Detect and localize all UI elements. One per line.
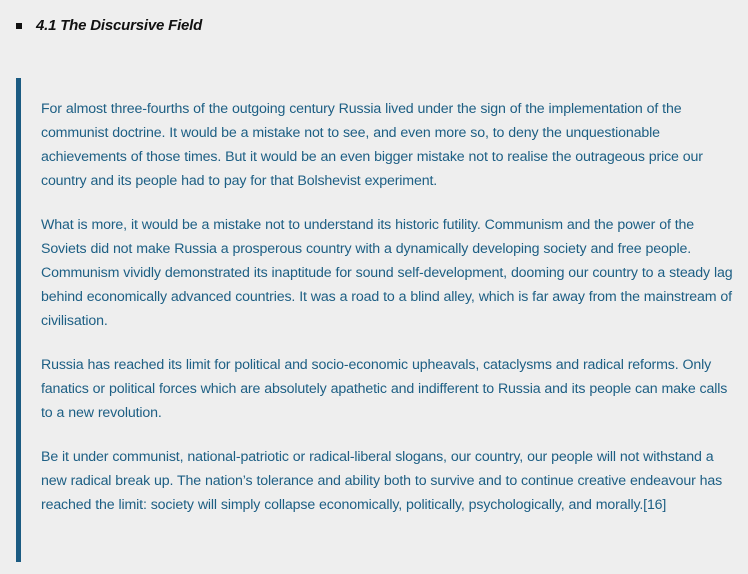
blockquote bbox=[16, 78, 748, 562]
quote-paragraph-2: What is more, it would be a mistake not to understand its historic futility. Communism and the power of the Soviets did not make Russia a prosperous country with a dynamically developing society and free people. Communism vividly demonstrated its inaptitude for sound self-development, dooming our country to a steady lag behind economically advanced countries. It was a road to a blind alley, which is far away from the mainstream of civilisation. bbox=[41, 217, 733, 329]
square-bullet-icon bbox=[16, 23, 22, 29]
section-heading bbox=[16, 14, 202, 36]
quote-paragraph-3: Russia has reached its limit for political and socio-economic upheavals, cataclysms and radical reforms. Only fanatics or political forces which are absolutely apathetic and indifferent to Russia and its people can make calls to a new revolution. bbox=[41, 357, 728, 421]
quote-paragraphs bbox=[41, 97, 733, 517]
quote-paragraph-1: For almost three-fourths of the outgoing century Russia lived under the sign of the implementation of the communist doctrine. It would be a mistake not to see, and even more so, to deny the unquestionable achievements of those times. But it would be an even bigger mistake not to realise the outrageous price our country and its people had to pay for that Bolshevist experiment. bbox=[41, 101, 703, 189]
quote-paragraph-4: Be it under communist, national-patriotic or radical-liberal slogans, our country, our people will not withstand a new radical break up. The nation’s tolerance and ability both to survive and to continue creative endeavour has reached the limit: society will simply collapse economically, politically, psychologically, and morally.[16] bbox=[41, 449, 723, 513]
heading-text: 4.1 The Discursive Field bbox=[36, 16, 203, 34]
